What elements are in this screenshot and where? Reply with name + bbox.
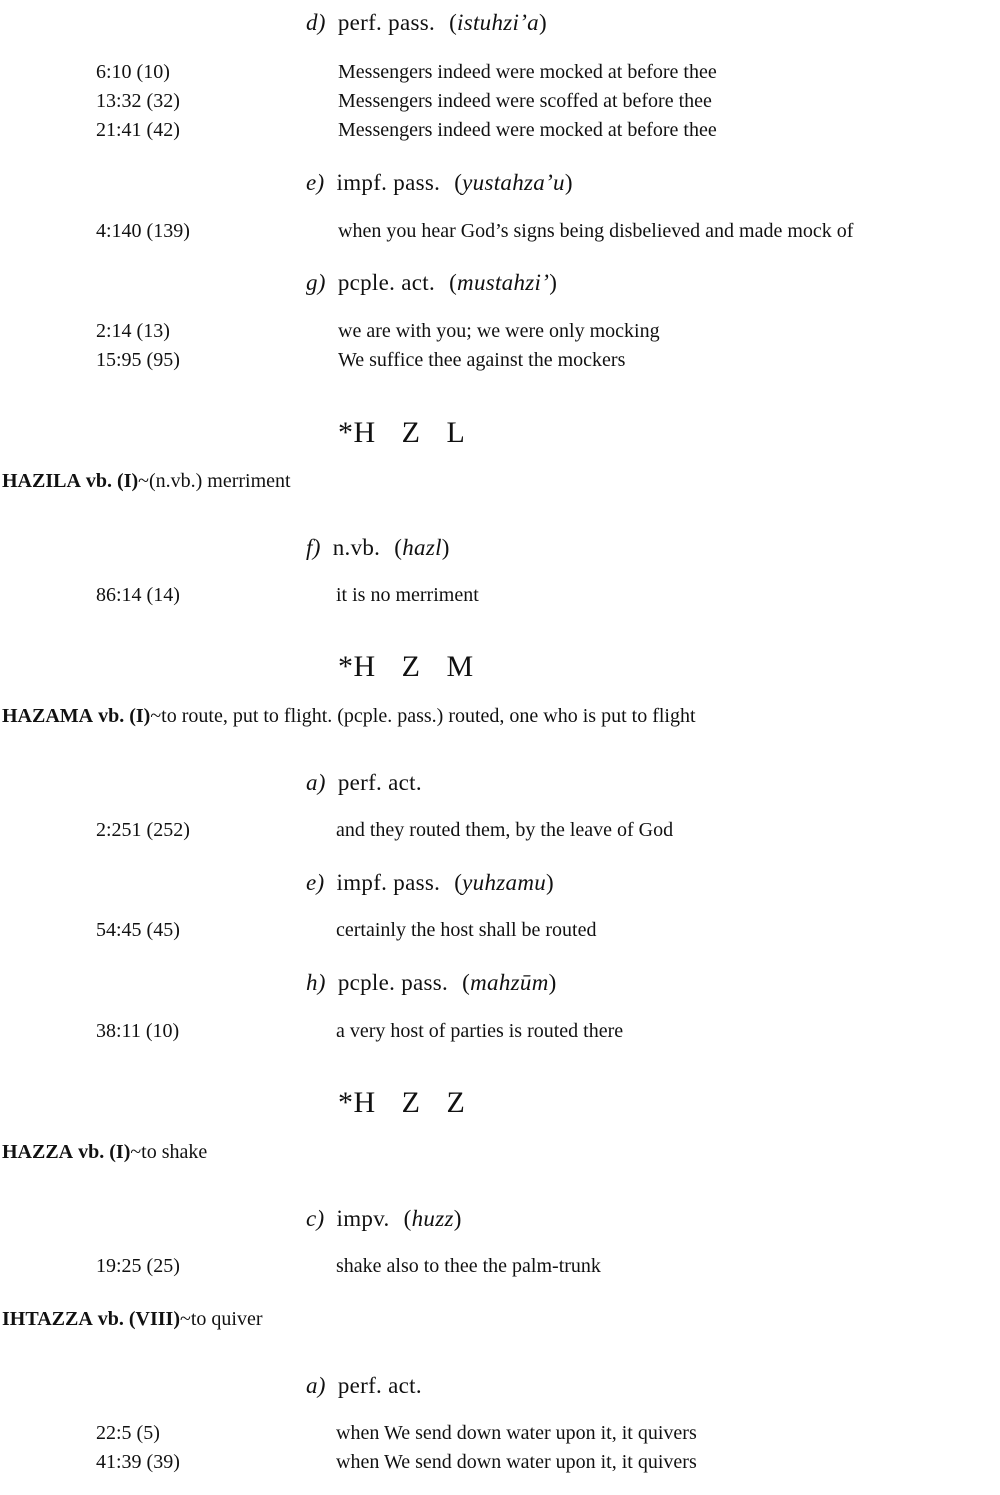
form-translit-text: hazl	[402, 535, 442, 560]
entry-headword	[2, 1141, 207, 1164]
form-heading	[306, 10, 547, 36]
form-translit: (hazl)	[394, 535, 450, 560]
verse-ref: 22:5 (5)	[96, 1422, 160, 1444]
root-heading	[338, 650, 500, 684]
verse-text: certainly the host shall be routed	[336, 919, 597, 941]
entry-definition: ~to quiver	[180, 1308, 263, 1330]
entry-word: HAZILA	[2, 470, 81, 492]
verse-text: when We send down water upon it, it quivers	[336, 1422, 697, 1444]
verse-text: shake also to thee the palm-trunk	[336, 1255, 601, 1277]
verse-ref: 19:25 (25)	[96, 1255, 180, 1277]
form-letter: g)	[306, 270, 326, 295]
form-heading	[306, 535, 450, 561]
entry-stem: (I)	[109, 1141, 131, 1163]
verse-ref: 86:14 (14)	[96, 584, 180, 606]
form-label: impf. pass.	[336, 870, 441, 895]
form-translit-text: mustahzi’	[457, 270, 550, 295]
verse-text: We suffice thee against the mockers	[338, 349, 626, 371]
verse-ref: 2:14 (13)	[96, 320, 170, 342]
form-translit: (istuhzi’a)	[449, 10, 547, 35]
entry-stem: (VIII)	[128, 1308, 181, 1330]
form-label: pcple. act.	[337, 270, 435, 295]
verse-ref: 6:10 (10)	[96, 61, 170, 83]
form-translit-text: yustahza’u	[462, 170, 565, 195]
root-letter: *H	[338, 1086, 376, 1119]
verse-ref: 54:45 (45)	[96, 919, 180, 941]
form-heading	[306, 170, 573, 196]
entry-headword	[2, 470, 291, 493]
verse-text: when you hear God’s signs being disbelieved and made mock of	[338, 220, 854, 242]
entry-definition: ~to shake	[130, 1141, 208, 1163]
form-letter: e)	[306, 870, 325, 895]
form-translit: (mahzūm)	[462, 970, 557, 995]
form-heading	[306, 1206, 462, 1232]
form-heading	[306, 270, 557, 296]
root-letter: Z	[401, 416, 421, 449]
entry-stem: (I)	[117, 470, 139, 492]
form-heading	[306, 870, 554, 896]
entry-abbr: vb.	[78, 1141, 105, 1163]
verse-ref: 4:140 (139)	[96, 220, 190, 242]
verse-text: and they routed them, by the leave of God	[336, 819, 674, 841]
form-translit-text: yuhzamu	[462, 870, 547, 895]
form-label: pcple. pass.	[337, 970, 449, 995]
verse-ref: 2:251 (252)	[96, 819, 190, 841]
entry-headword	[2, 705, 696, 728]
form-label: impv.	[336, 1206, 390, 1231]
form-translit: (mustahzi’)	[449, 270, 558, 295]
root-letter: Z	[401, 1086, 421, 1119]
entry-word: IHTAZZA	[2, 1308, 93, 1330]
form-label: perf. act.	[337, 770, 422, 795]
form-letter: a)	[306, 770, 326, 795]
root-letter: Z	[446, 1086, 466, 1119]
form-letter: e)	[306, 170, 325, 195]
entry-definition: ~(n.vb.) merriment	[138, 470, 291, 492]
entry-abbr: vb.	[98, 705, 125, 727]
verse-ref: 15:95 (95)	[96, 349, 180, 371]
verse-text: Messengers indeed were scoffed at before thee	[338, 90, 712, 112]
form-letter: h)	[306, 970, 326, 995]
verse-ref: 38:11 (10)	[96, 1020, 180, 1042]
form-label: n.vb.	[332, 535, 381, 560]
root-letter: *H	[338, 416, 376, 449]
root-letter: L	[446, 416, 466, 449]
entry-definition: ~to route, put to flight. (pcple. pass.) routed, one who is put to flight	[150, 705, 696, 727]
form-letter: a)	[306, 1373, 326, 1398]
root-letter: *H	[338, 650, 376, 683]
form-label: perf. act.	[337, 1373, 422, 1398]
form-label: impf. pass.	[336, 170, 441, 195]
verse-text: when We send down water upon it, it quivers	[336, 1451, 697, 1473]
form-translit: (yuhzamu)	[454, 870, 555, 895]
form-translit: (huzz)	[403, 1206, 462, 1231]
form-heading	[306, 970, 557, 996]
root-heading	[338, 416, 491, 450]
entry-abbr: vb.	[97, 1308, 124, 1330]
verse-text: Messengers indeed were mocked at before thee	[338, 119, 717, 141]
verse-text: Messengers indeed were mocked at before thee	[338, 61, 717, 83]
form-translit: (yustahza’u)	[454, 170, 573, 195]
verse-ref: 13:32 (32)	[96, 90, 180, 112]
entry-stem: (I)	[129, 705, 151, 727]
form-letter: f)	[306, 535, 321, 560]
root-letter: M	[446, 650, 474, 683]
entry-word: HAZZA	[2, 1141, 74, 1163]
root-heading	[338, 1086, 491, 1120]
form-translit-text: mahzūm	[470, 970, 549, 995]
verse-ref: 21:41 (42)	[96, 119, 180, 141]
form-label: perf. pass.	[337, 10, 436, 35]
form-letter: c)	[306, 1206, 325, 1231]
entry-word: HAZAMA	[2, 705, 94, 727]
verse-text: a very host of parties is routed there	[336, 1020, 624, 1042]
entry-abbr: vb.	[85, 470, 113, 492]
entry-headword	[2, 1308, 263, 1331]
form-translit-text: istuhzi’a	[457, 10, 539, 35]
verse-text: it is no merriment	[336, 584, 479, 606]
form-letter: d)	[306, 10, 326, 35]
form-heading	[306, 770, 422, 796]
root-letter: Z	[401, 650, 421, 683]
form-translit-text: huzz	[411, 1206, 454, 1231]
verse-text: we are with you; we were only mocking	[338, 320, 660, 342]
form-heading	[306, 1373, 422, 1399]
verse-ref: 41:39 (39)	[96, 1451, 180, 1473]
